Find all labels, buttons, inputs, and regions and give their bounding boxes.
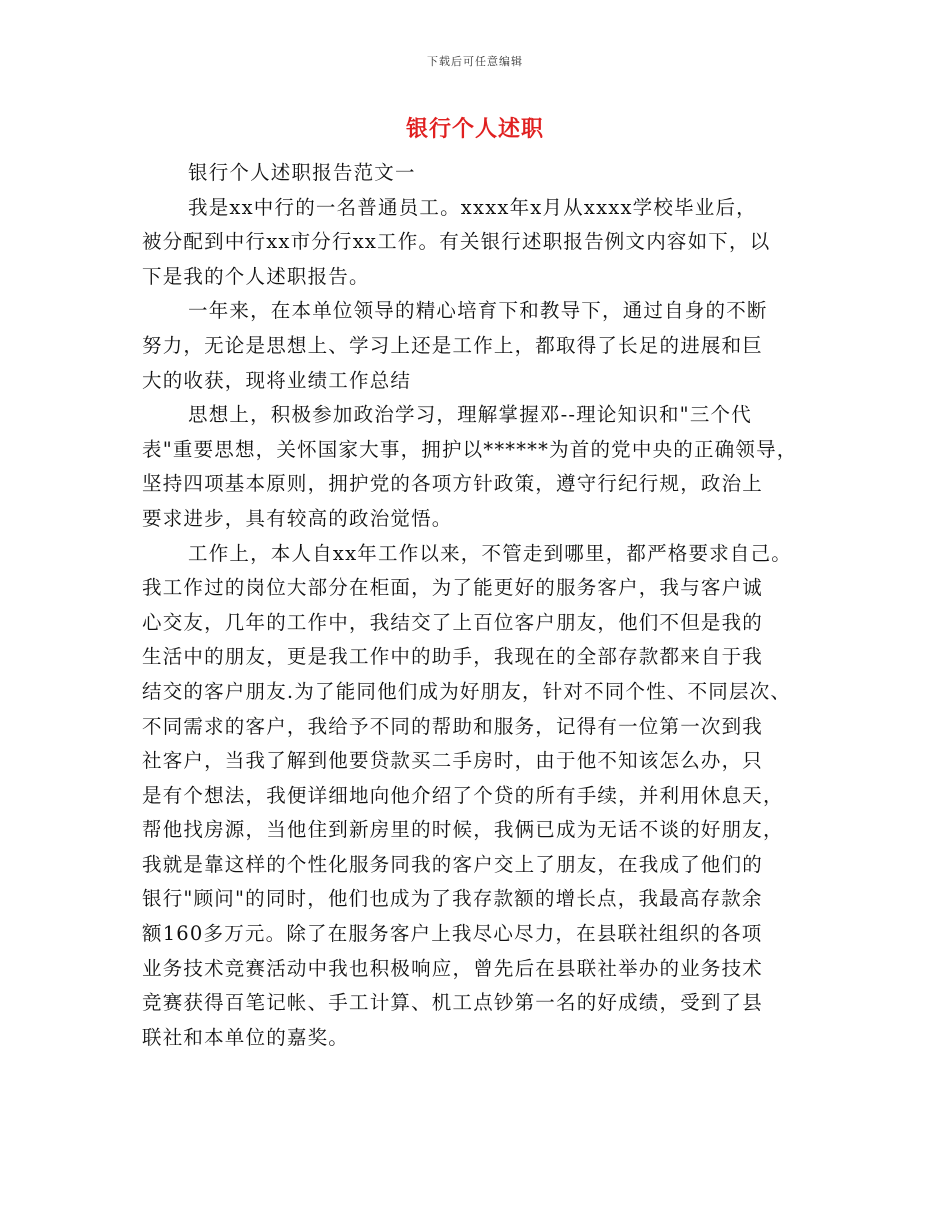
header-note: 下载后可任意编辑 [427,55,523,68]
document-title: 银行个人述职 [405,117,544,142]
text-line: 是有个想法，我便详细地向他介绍了个贷的所有手续，并利用休息天， [142,783,784,807]
text-line: 表"重要思想，关怀国家大事，拥护以******为首的党中央的正确领导， [142,437,798,461]
text-line: 银行个人述职报告范文一 [188,161,416,184]
text-line: 不同需求的客户，我给予不同的帮助和服务，记得有一位第一次到我 [142,714,764,738]
text-line: 大的收获，现将业绩工作总结 [142,368,412,392]
text-line: 联社和本单位的嘉奖。 [142,1025,350,1049]
text-line: 思想上，积极参加政治学习，理解掌握邓--理论知识和"三个代 [188,403,752,427]
text-line: 结交的客户朋友.为了能同他们成为好朋友，针对不同个性、不同层次、 [142,679,792,703]
text-line: 业务技术竞赛活动中我也积极响应，曾先后在县联社举办的业务技术 [142,956,764,980]
text-line: 生活中的朋友，更是我工作中的助手，我现在的全部存款都来自于我 [142,645,764,669]
text-line: 竞赛获得百笔记帐、手工计算、机工点钞第一名的好成绩，受到了县 [142,991,764,1015]
text-line: 额160多万元。除了在服务客户上我尽心尽力，在县联社组织的各项 [142,922,763,946]
text-line: 我工作过的岗位大部分在柜面，为了能更好的服务客户，我与客户诚 [142,576,764,600]
text-line: 我就是靠这样的个性化服务同我的客户交上了朋友，在我成了他们的 [142,852,764,876]
text-line: 要求进步，具有较高的政治觉悟。 [142,506,453,530]
text-line: 一年来，在本单位领导的精心培育下和教导下，通过自身的不断 [188,299,768,323]
text-line: 工作上，本人自xx年工作以来，不管走到哪里，都严格要求自己。 [188,541,792,565]
document-body [142,156,822,1055]
text-line: 坚持四项基本原则，拥护党的各项方针政策，遵守行纪行规，政治上 [142,472,764,496]
text-line: 帮他找房源，当他住到新房里的时候，我俩已成为无话不谈的好朋友， [142,818,784,842]
text-line: 努力，无论是思想上、学习上还是工作上，都取得了长足的进展和巨 [142,333,764,357]
text-line: 被分配到中行xx市分行xx工作。有关银行述职报告例文内容如下，以 [142,230,771,254]
text-line: 我是xx中行的一名普通员工。xxxx年x月从xxxx学校毕业后， [188,195,757,219]
text-line: 下是我的个人述职报告。 [142,264,370,288]
text-line: 心交友，几年的工作中，我结交了上百位客户朋友，他们不但是我的 [142,610,764,634]
text-line: 社客户，当我了解到他要贷款买二手房时，由于他不知该怎么办，只 [142,749,764,773]
text-line: 银行"顾问"的同时，他们也成为了我存款额的增长点，我最高存款余 [142,887,763,911]
